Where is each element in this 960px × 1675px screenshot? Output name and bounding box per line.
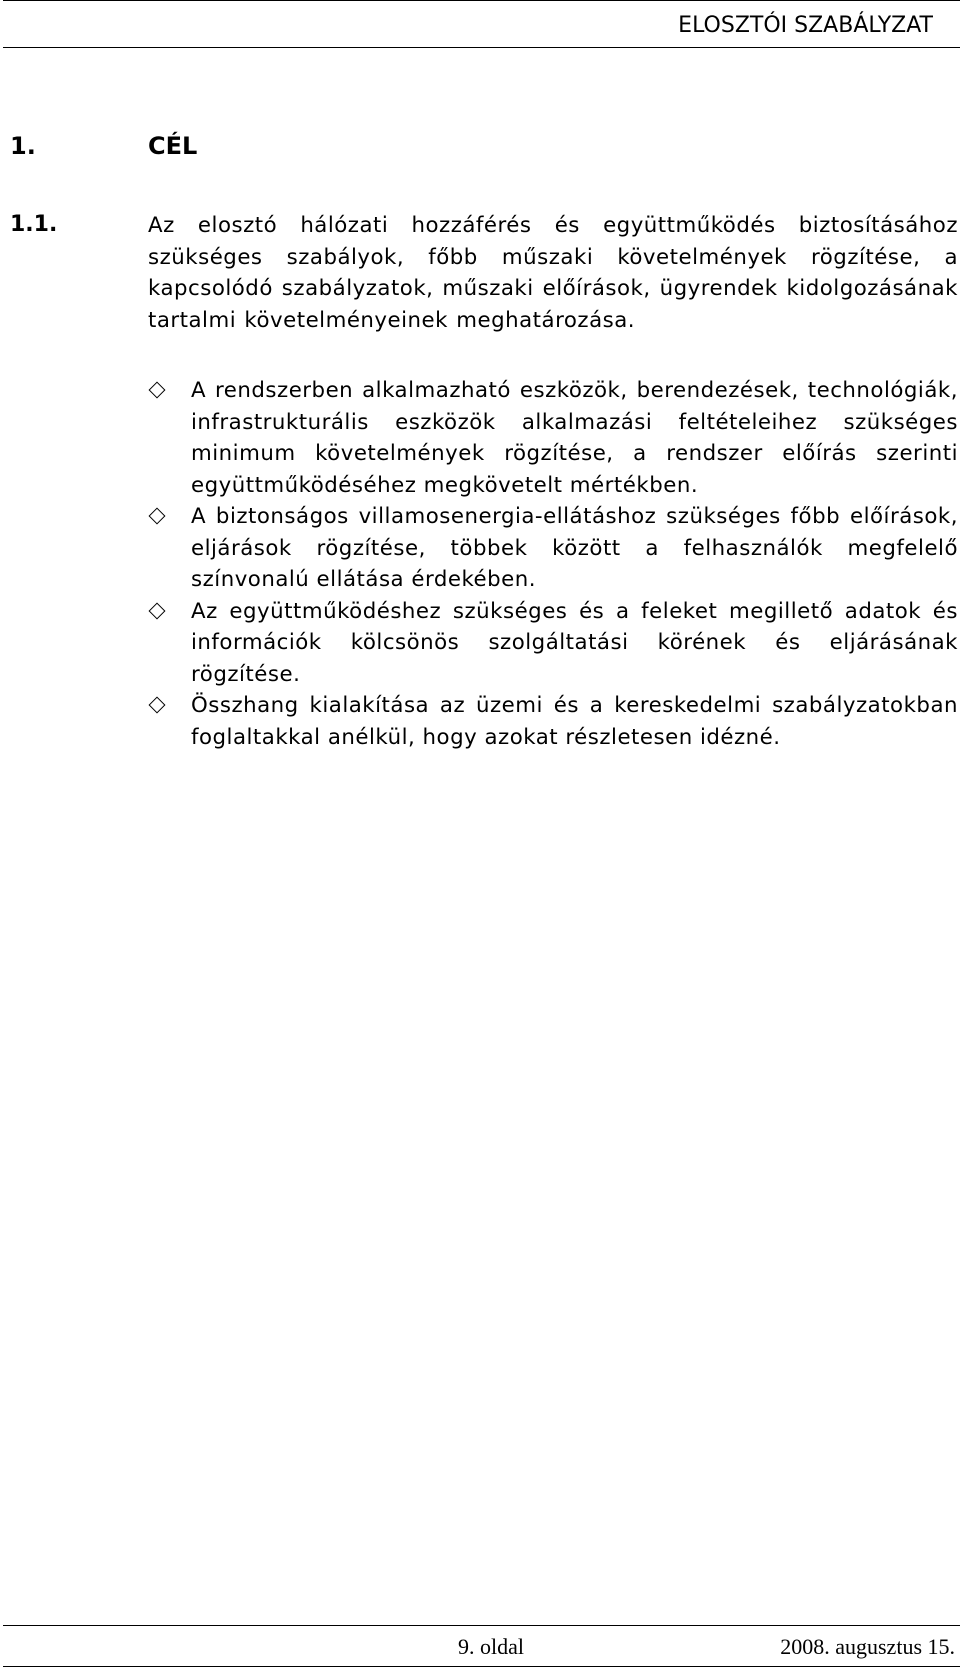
list-item — [148, 501, 958, 596]
diamond-bullet-icon — [148, 596, 166, 628]
diamond-bullet-icon — [148, 501, 166, 533]
section-title: CÉL — [148, 132, 198, 160]
header-title — [3, 13, 955, 38]
bullet-text: A biztonságos villamosenergia-ellátáshoz szükséges főbb előírások, eljárások rögzítése, többek között a felhasználók megfelelő színvonalú ellátása érdekében. — [191, 504, 958, 592]
bullet-text: Összhang kialakítása az üzemi és a kereskedelmi szabályzatokban foglaltakkal anélkül, hogy azokat részletesen idézné. — [191, 693, 958, 750]
page-footer — [3, 1625, 960, 1667]
diamond-bullet-icon — [148, 690, 166, 722]
list-item — [148, 596, 958, 691]
page-header — [3, 0, 960, 48]
page-number: 9. oldal — [458, 1634, 524, 1659]
header-title-text: ELOSZTÓI SZABÁLYZAT — [678, 13, 933, 38]
bullet-list — [148, 375, 958, 753]
section-number: 1. — [10, 132, 36, 160]
diamond-bullet-icon — [148, 375, 166, 407]
bullet-text: Az együttműködéshez szükséges és a feleket megillető adatok és információk kölcsönös szolgáltatási körének és eljárásának rögzítése. — [191, 598, 958, 687]
subsection-paragraph: Az elosztó hálózati hozzáférés és együttműködés biztosításához szükséges szabályok, főbb műszaki követelmények rögzítése, a kapcsolódó szabályzatok, műszaki előírások, ügyrendek kidolgozásának tartalmi követelményeinek meghatározása. — [148, 213, 958, 333]
list-item — [148, 375, 958, 501]
footer-date: 2008. augusztus 15. — [780, 1634, 955, 1659]
section-heading — [10, 132, 197, 160]
bullet-text: A rendszerben alkalmazható eszközök, berendezések, technológiák, infrastrukturális eszközök alkalmazási feltételeihez szükséges minimum követelmények rögzítése, a rendszer előírás szerinti együttműködéséhez megkövetelt mértékben. — [191, 378, 958, 498]
subsection-number: 1.1. — [10, 212, 58, 237]
list-item — [148, 690, 958, 753]
